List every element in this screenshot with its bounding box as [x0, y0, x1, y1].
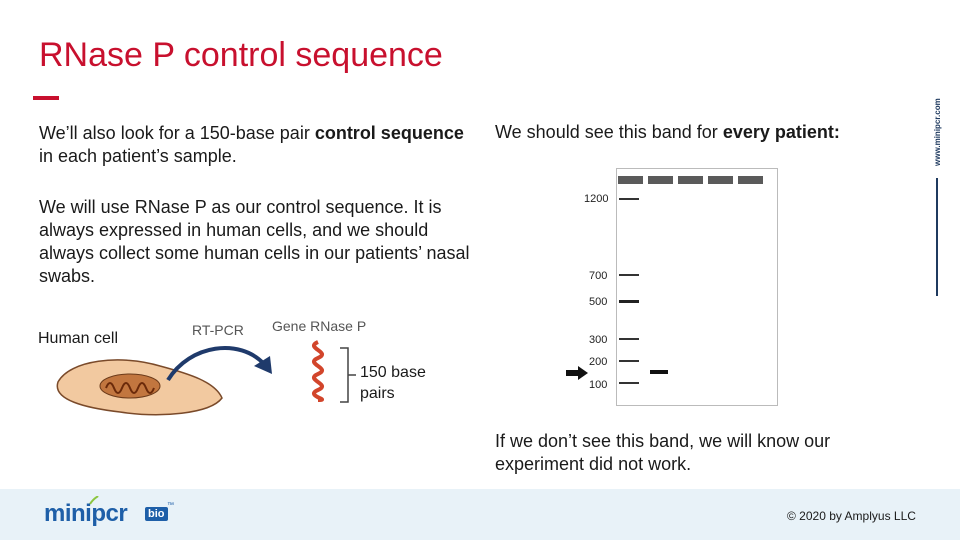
rnase-paragraph: We will use RNase P as our control sequence. It is always expressed in human cells, and we should always collect some human cells in our patients’ nasal swabs. — [39, 197, 470, 286]
slide-title: RNase P control sequence — [39, 36, 443, 74]
intro-paragraph — [39, 122, 479, 168]
bp-label — [360, 362, 426, 404]
band-heading-start: We should see this band for — [495, 122, 723, 142]
ladder-label-700: 700 — [589, 270, 608, 282]
ladder-label-1200: 1200 — [584, 193, 609, 205]
bp-label-line2: pairs — [360, 385, 395, 402]
title-accent-bar — [33, 96, 59, 100]
band-heading — [495, 122, 840, 143]
band-heading-bold: every patient: — [722, 122, 840, 142]
ladder-band-700 — [619, 274, 639, 276]
ladder-label-500: 500 — [589, 296, 608, 308]
well — [618, 176, 643, 184]
gel-panel — [616, 168, 778, 406]
intro-text-bold: control sequence — [314, 123, 464, 143]
logo-badge: bio — [145, 507, 168, 521]
logo-text: minipcr — [44, 500, 128, 527]
logo-tm: ™ — [167, 502, 174, 509]
ladder-label-100: 100 — [589, 379, 608, 391]
gene-label: Gene RNase P — [272, 318, 367, 334]
ladder-band-500 — [619, 300, 639, 303]
copyright-text: © 2020 by Amplyus LLC — [787, 509, 916, 523]
human-cell-label: Human cell — [38, 330, 119, 347]
minipcr-logo — [44, 500, 184, 530]
well — [678, 176, 703, 184]
well — [738, 176, 763, 184]
website-text: www.minipcr.com — [933, 98, 942, 166]
ladder-band-100 — [619, 382, 639, 384]
side-divider — [936, 178, 938, 296]
rtpcr-label: RT-PCR — [192, 322, 244, 338]
ladder-band-300 — [619, 338, 639, 340]
failure-note: If we don’t see this band, we will know our experiment did not work. — [495, 431, 831, 474]
intro-text-end: in each patient’s sample. — [39, 146, 237, 166]
ladder-label-200: 200 — [589, 356, 608, 368]
well — [708, 176, 733, 184]
rtpcr-diagram — [30, 310, 470, 425]
bracket-icon — [338, 346, 358, 404]
curved-arrow-icon — [160, 334, 280, 384]
bp-label-line1: 150 base — [360, 364, 426, 381]
gel-image — [560, 166, 800, 406]
rna-helix-icon — [300, 338, 336, 402]
website-vertical-text — [926, 96, 946, 168]
ladder-label-300: 300 — [589, 334, 608, 346]
well — [648, 176, 673, 184]
ladder-band-1200 — [619, 198, 639, 200]
intro-text-start: We’ll also look for a 150-base pair — [39, 123, 315, 143]
gel-wells — [618, 176, 774, 186]
ladder-band-200 — [619, 360, 639, 362]
arrow-icon — [566, 366, 588, 380]
sample-band — [650, 370, 668, 374]
